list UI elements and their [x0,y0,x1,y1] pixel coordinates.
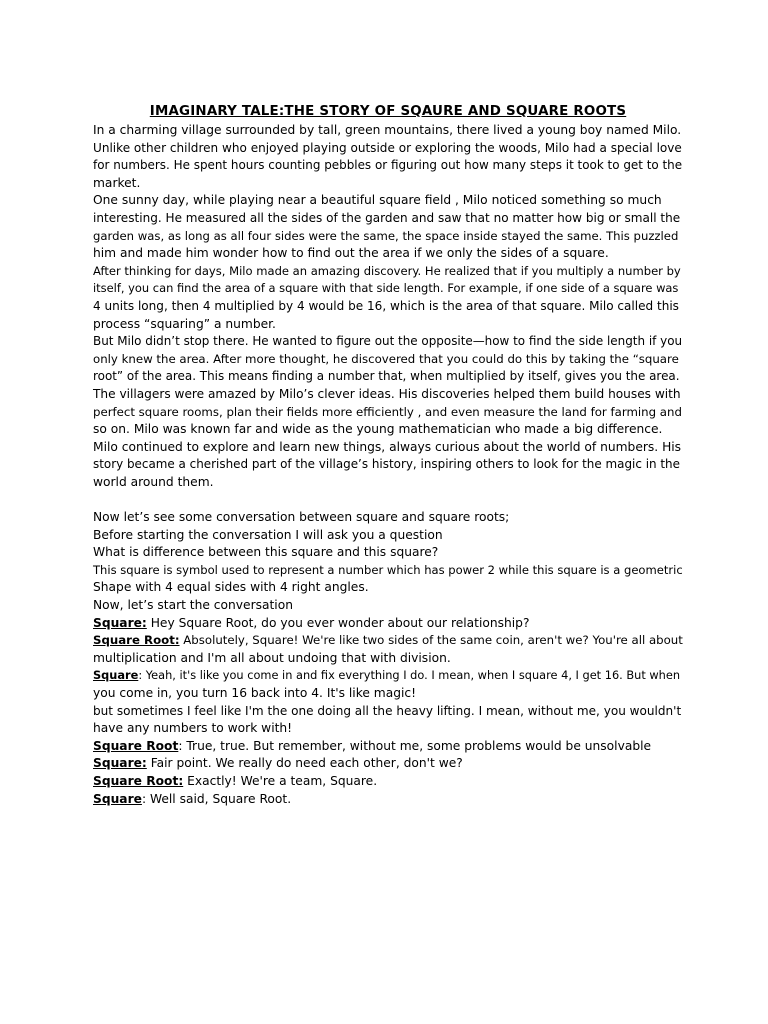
speaker-label: Square Root [93,738,179,753]
story-line: only knew the area. After more thought, he discovered that you could do this by taking the “square [93,351,679,366]
document-page [93,102,683,808]
paragraph-spacer [93,491,683,509]
dialogue-line [93,685,683,703]
dialogue-line [93,632,683,650]
dialogue-text: Absolutely, Square! We're like two sides of the same coin, aren't we? You're all about [179,633,683,648]
story-line: itself, you can find the area of a square with that side length. For example, if one side of a square was [93,281,679,296]
dialogue-text: Fair point. We really do need each other, don't we? [146,756,463,771]
dialogue-text: Hey Square Root, do you ever wonder about our relationship? [146,615,530,630]
story-line: him and made him wonder how to find out the area if we only the sides of a square. [93,246,609,261]
story-line: perfect square rooms, plan their fields more efficiently , and even measure the land for farming and [93,404,682,419]
story-line: One sunny day, while playing near a beautiful square field , Milo noticed something so much [93,193,662,208]
speaker-label: Square [93,668,139,683]
story-line: interesting. He measured all the sides of the garden and saw that no matter how big or small the [93,210,681,225]
speaker-label: Square Root: [93,633,180,648]
story-line: In a charming village surrounded by tall, green mountains, there lived a young boy named Milo. [93,123,682,137]
intro-line: Before starting the conversation I will ask you a question [93,527,443,542]
story-line: But Milo didn’t stop there. He wanted to figure out the opposite—how to find the side length if you [93,334,683,349]
story-line: After thinking for days, Milo made an amazing discovery. He realized that if you multiply a number by [93,263,681,278]
story-line: 4 units long, then 4 multiplied by 4 would be 16, which is the area of that square. Milo called this [93,298,679,313]
story-line: so on. Milo was known far and wide as the young mathematician who made a big difference. [93,422,663,437]
dialogue-line [93,738,683,756]
speaker-label: Square: [93,615,147,630]
intro-line: What is difference between this square and this square? [93,545,439,560]
story-line: world around them. [93,474,214,489]
dialogue-line [93,703,683,721]
story-line: garden was, as long as all four sides were the same, the space inside stayed the same. This puzzled [93,228,679,243]
dialogue-line [93,755,683,773]
dialogue-line [93,791,683,809]
intro-line: Shape with 4 equal sides with 4 right angles. [93,580,369,595]
speaker-label: Square Root: [93,773,184,788]
speaker-label: Square: [93,756,147,771]
intro-section [93,509,683,615]
story-line: process “squaring” a number. [93,316,276,331]
dialogue-section [93,615,683,809]
dialogue-text: you come in, you turn 16 back into 4. It's like magic! [93,686,417,700]
dialogue-text: multiplication and I'm all about undoing that with division. [93,650,451,665]
dialogue-text: have any numbers to work with! [93,721,293,736]
dialogue-line [93,720,683,738]
story-line: market. [93,175,141,190]
dialogue-text: but sometimes I feel like I'm the one doing all the heavy lifting. I mean, without me, you wouldn't [93,703,682,718]
intro-line: Now let’s see some conversation between square and square roots; [93,510,510,525]
dialogue-text: : Yeah, it's like you come in and fix everything I do. I mean, when I square 4, I get 16. But when [138,668,681,683]
speaker-label: Square [93,791,142,806]
dialogue-line [93,667,683,685]
story-line: Milo continued to explore and learn new things, always curious about the world of numbers. His [93,439,682,454]
story-section [93,122,683,491]
document-title: IMAGINARY TALE:THE STORY OF SQAURE AND SQUARE ROOTS [149,104,627,119]
story-line: for numbers. He spent hours counting pebbles or figuring out how many steps it took to get to the [93,158,683,173]
dialogue-line [93,773,683,791]
story-line: Unlike other children who enjoyed playing outside or exploring the woods, Milo had a special love [93,140,682,155]
dialogue-text: : True, true. But remember, without me, some problems would be unsolvable [178,738,652,753]
intro-line: Now, let’s start the conversation [93,598,293,613]
story-line: story became a cherished part of the village’s history, inspiring others to look for the magic in the [93,457,680,472]
dialogue-text: : Well said, Square Root. [141,791,292,806]
dialogue-line [93,615,683,633]
dialogue-text: Exactly! We're a team, Square. [183,773,378,788]
intro-line: This square is symbol used to represent a number which has power 2 while this square is a geometric [93,562,683,577]
story-line: root” of the area. This means finding a number that, when multiplied by itself, gives you the area. [93,369,680,384]
story-line: The villagers were amazed by Milo’s clever ideas. His discoveries helped them build houses with [93,386,681,401]
dialogue-line [93,650,683,668]
